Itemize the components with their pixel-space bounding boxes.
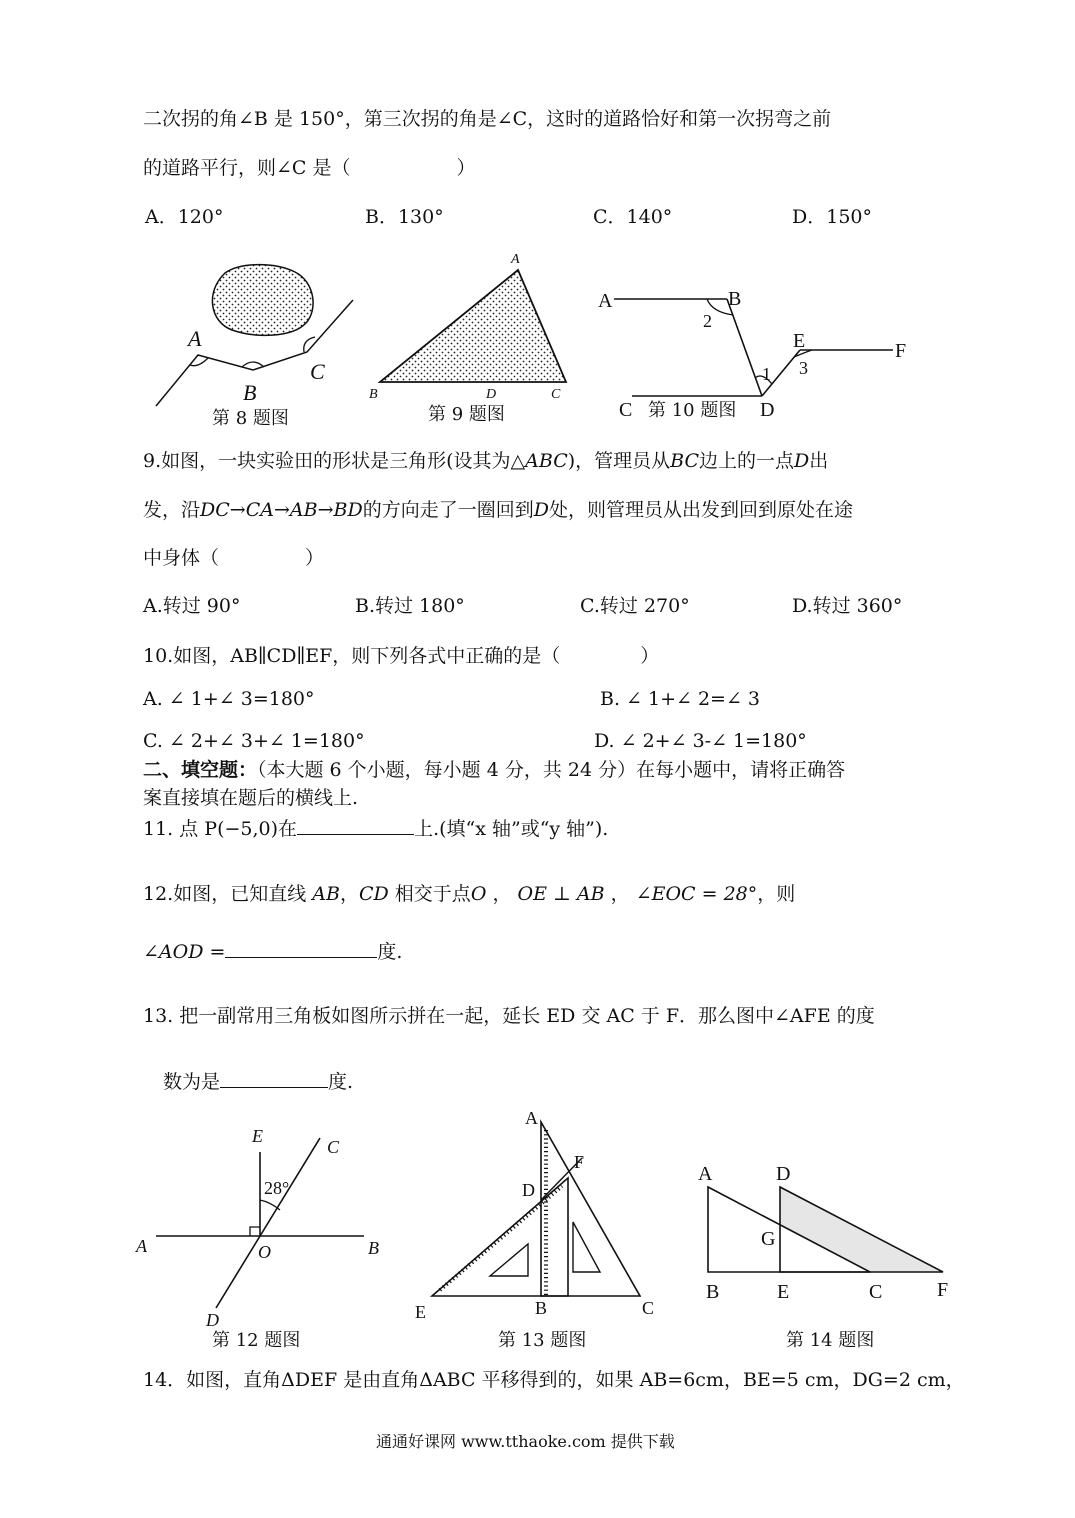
figure-13 xyxy=(415,1108,654,1322)
fig13-label-b: B xyxy=(535,1298,548,1318)
caption-fig14: 第 14 题图 xyxy=(786,1330,875,1351)
q8-option-d: D．150° xyxy=(792,206,872,228)
fig13-label-a: A xyxy=(525,1108,538,1128)
fig8-label-a: A xyxy=(188,326,202,351)
q10-stem-text: 10.如图，AB∥CD∥EF，则下列各式中正确的是（ xyxy=(143,645,561,667)
q10-stem-close: ） xyxy=(640,645,660,667)
fig14-label-e: E xyxy=(777,1281,790,1303)
q9-line2-text-c: 处，则管理员从出发到回到原处在途 xyxy=(548,499,853,521)
fig14-label-c: C xyxy=(869,1281,883,1303)
fig14-label-b: B xyxy=(706,1281,720,1303)
q8-option-c: C．140° xyxy=(593,206,673,228)
q9-line1-text-e: 出 xyxy=(809,450,829,472)
fig12-angle-arc xyxy=(260,1200,280,1210)
q11-text-b: )在 xyxy=(270,818,298,840)
q12-text-a: 12.如图，已知直线 xyxy=(143,883,307,905)
section2-line1-rest: （本大题 6 个小题，每小题 4 分，共 24 分）在每小题中，请将正确答 xyxy=(257,759,846,781)
fig14-label-a: A xyxy=(698,1163,713,1185)
q9-line2-point-d: D xyxy=(533,499,549,521)
section2-heading: 二、填空题： xyxy=(143,759,258,781)
fig10-label-e: E xyxy=(793,330,806,352)
q9-line2-text-a: 发，沿 xyxy=(143,499,201,521)
fig9-label-c: C xyxy=(551,387,561,402)
q9-line1-text-a: 9.如图，一块实验田的形状是三角形(设其为 xyxy=(143,450,511,472)
caption-fig9: 第 9 题图 xyxy=(428,404,505,425)
q9-triangle-name: △ABC xyxy=(510,450,568,472)
fig12-right-angle-mark xyxy=(250,1227,260,1236)
fig10-label-b: B xyxy=(728,288,742,310)
fig12-label-angle: 28° xyxy=(264,1178,290,1198)
fig10-label-2: 2 xyxy=(703,311,712,331)
q10-option-d: D. ∠ 2+∠ 3-∠ 1=180° xyxy=(594,730,807,752)
q11-text-a: 11. 点 P( xyxy=(143,818,225,840)
fig10-label-a: A xyxy=(598,290,613,312)
q12-sep: ， xyxy=(339,883,359,905)
q9-line3-text: 中身体（ xyxy=(143,547,220,569)
fig12-label-b: B xyxy=(368,1238,379,1258)
fig10-label-c: C xyxy=(619,399,633,421)
fig9-label-a: A xyxy=(511,252,520,267)
q8-line2-text: 的道路平行，则∠C 是（ xyxy=(143,157,351,179)
fig9-label-b: B xyxy=(369,387,378,402)
q12-unit: 度. xyxy=(377,941,403,963)
caption-fig12: 第 12 题图 xyxy=(212,1330,301,1351)
figure-12 xyxy=(135,1126,379,1330)
q9-option-b: B.转过 180° xyxy=(355,595,465,617)
fig10-label-3: 3 xyxy=(799,358,808,378)
fig14-label-g: G xyxy=(761,1228,776,1250)
fig13-label-c: C xyxy=(642,1298,655,1318)
q8-option-a: A．120° xyxy=(145,206,224,228)
fig12-line-cd xyxy=(216,1138,320,1308)
q8-option-b: B．130° xyxy=(365,206,444,228)
q9-option-d: D.转过 360° xyxy=(792,595,903,617)
q9-option-c: C.转过 270° xyxy=(580,595,690,617)
q9-line2-text-b: 的方向走了一圈回到 xyxy=(362,499,534,521)
q12-perp: OE ⊥ AB xyxy=(517,883,605,905)
q10-option-b: B. ∠ 1+∠ 2=∠ 3 xyxy=(600,688,761,710)
caption-fig8: 第 8 题图 xyxy=(212,408,289,429)
fig12-label-a: A xyxy=(136,1236,147,1256)
fig14-label-d: D xyxy=(776,1163,791,1185)
q13-unit: 度. xyxy=(328,1071,354,1093)
q9-path: DC→CA→AB→BD xyxy=(200,499,363,521)
section2-line2: 案直接填在题后的横线上. xyxy=(143,787,359,809)
fig13-label-d: D xyxy=(522,1180,535,1200)
q9-line1-text-c: 边上的一点 xyxy=(699,450,795,472)
fig8-label-c: C xyxy=(310,359,325,384)
q11-text-c: 上.(填“x 轴”或“y 轴”). xyxy=(414,818,609,840)
q12-text-b: 相交于点 xyxy=(394,883,471,905)
q8-line1: 二次拐的角∠B 是 150°，第三次拐的角是∠C，这时的道路恰好和第一次拐弯之前 xyxy=(143,108,832,130)
q9-line3-close: ） xyxy=(305,547,325,569)
q9-point-d: D xyxy=(794,450,810,472)
q13-line1: 13. 把一副常用三角板如图所示拼在一起，延长 ED 交 AC 于 F．那么图中∠AFE 的度 xyxy=(143,1005,875,1027)
q8-line2-close: ） xyxy=(456,157,476,179)
fig10-label-1: 1 xyxy=(762,364,771,384)
q12-aod: ∠AOD = xyxy=(143,941,226,963)
figure-14 xyxy=(698,1163,948,1303)
fig10-label-f: F xyxy=(895,340,907,362)
q12-point-o: O xyxy=(470,883,487,905)
fig10-label-d: D xyxy=(760,399,775,421)
fig13-triangle-abc xyxy=(541,1122,640,1296)
q12-line-cd: CD xyxy=(358,883,389,905)
q12-line-ab: AB xyxy=(312,883,340,905)
fig12-label-e: E xyxy=(252,1126,263,1146)
q9-option-a: A.转过 90° xyxy=(143,595,241,617)
caption-fig13: 第 13 题图 xyxy=(498,1330,587,1351)
fig8-label-b: B xyxy=(243,380,257,405)
fig9-label-d: D xyxy=(486,387,497,402)
fig13-label-f: F xyxy=(574,1152,585,1172)
q9-line1-text-b: )，管理员从 xyxy=(567,450,671,472)
fig12-label-c: C xyxy=(327,1137,340,1157)
fig14-label-f: F xyxy=(937,1279,949,1301)
q12-angle: ∠EOC = 28° xyxy=(635,883,758,905)
q14-line1: 14．如图，直角ΔDEF 是由直角ΔABC 平移得到的，如果 AB=6cm，BE=5 cm，DG=2 cm， xyxy=(143,1369,965,1391)
q12-text-c: ， xyxy=(492,883,512,905)
q10-option-c: C. ∠ 2+∠ 3+∠ 1=180° xyxy=(143,730,365,752)
caption-fig10: 第 10 题图 xyxy=(648,400,737,421)
fig12-label-o: O xyxy=(258,1242,271,1262)
q10-option-a: A. ∠ 1+∠ 3=180° xyxy=(143,688,315,710)
q12-text-e: ，则 xyxy=(757,883,796,905)
fig13-label-e: E xyxy=(415,1302,426,1322)
fig13-inner-hole-left xyxy=(490,1244,528,1276)
footer-text: 通通好课网 www.tthaoke.com 提供下载 xyxy=(376,1432,675,1451)
q11-coord: −5,0 xyxy=(224,818,271,840)
q12-text-d: ， xyxy=(610,883,630,905)
q9-side-bc: BC xyxy=(670,450,700,472)
fig12-label-d: D xyxy=(206,1310,219,1330)
q13-text-a: 数为是 xyxy=(163,1071,221,1093)
